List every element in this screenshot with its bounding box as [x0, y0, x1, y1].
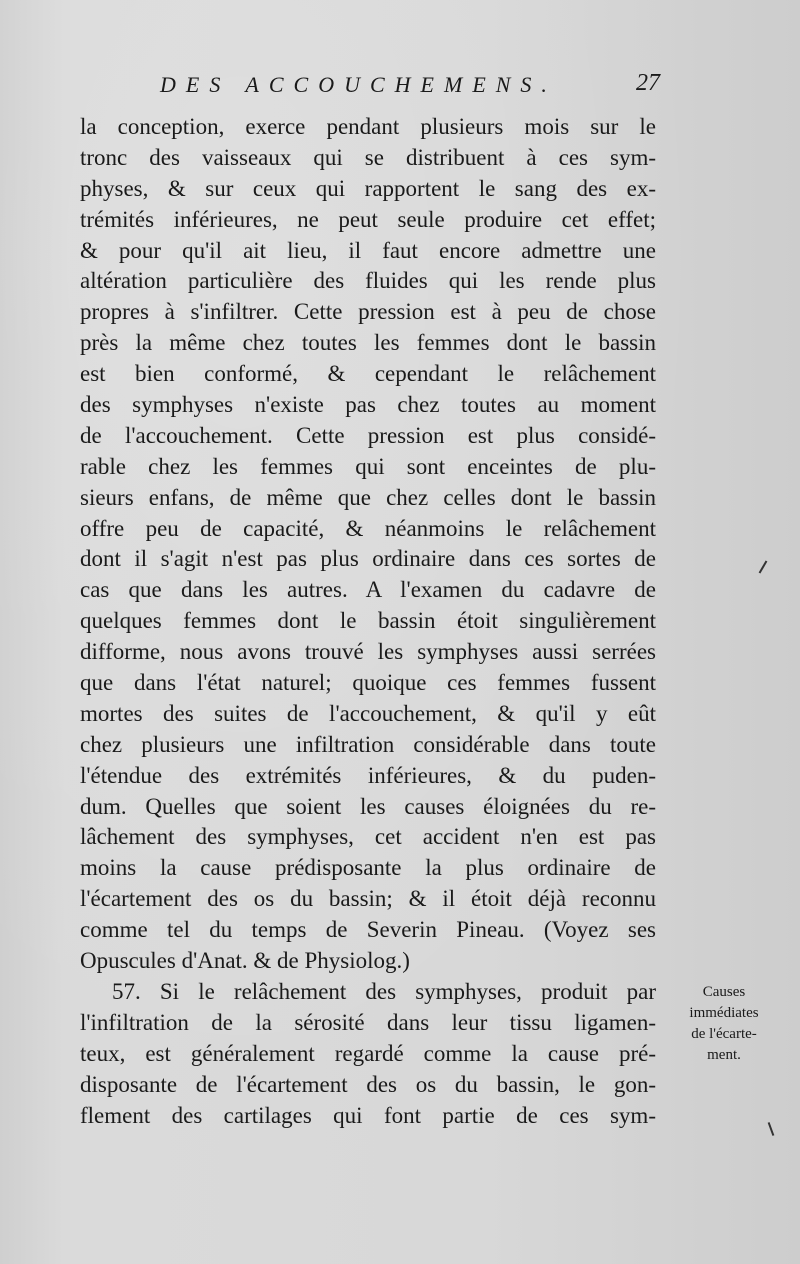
text-line: rable chez les femmes qui sont enceintes de plu- [80, 453, 656, 479]
paper-speck [768, 1122, 775, 1136]
text-line: teux, est généralement regardé comme la cause pré- [80, 1040, 656, 1066]
margin-note [664, 982, 784, 1066]
page-header [160, 72, 660, 108]
paper-speck [759, 560, 768, 573]
margin-note-line: Causes [702, 984, 746, 1000]
text-line: trémités inférieures, ne peut seule produire cet effet; [80, 206, 656, 232]
text-line: dum. Quelles que soient les causes éloignées du re- [80, 793, 656, 819]
text-line: quelques femmes dont le bassin étoit singulièrement [80, 608, 656, 634]
text-line: près la même chez toutes les femmes dont le bassin [80, 330, 656, 356]
text-line: l'écartement des os du bassin; & il étoit déjà reconnu [80, 886, 656, 912]
text-line: chez plusieurs une infiltration considérable dans toute [80, 731, 656, 757]
margin-note-line: immédiates [689, 1005, 759, 1021]
text-line: physes, & sur ceux qui rapportent le sang des ex- [80, 175, 656, 201]
text-line: 57. Si le relâchement des symphyses, produit par [112, 978, 656, 1004]
text-line: moins la cause prédisposante la plus ordinaire de [80, 855, 656, 881]
text-line: Opuscules d'Anat. & de Physiolog.) [80, 948, 410, 974]
text-line: disposante de l'écartement des os du bassin, le gon- [80, 1071, 656, 1097]
text-line: propres à s'infiltrer. Cette pression est à peu de chose [80, 299, 656, 325]
margin-note-line: ment. [707, 1047, 741, 1063]
running-title: DES ACCOUCHEMENS. [160, 72, 557, 97]
text-line: difforme, nous avons trouvé les symphyses aussi serrées [80, 639, 656, 665]
text-line: l'étendue des extrémités inférieures, & du puden- [80, 762, 656, 788]
text-line: altération particulière des fluides qui les rende plus [80, 268, 656, 294]
text-line: de l'accouchement. Cette pression est plus considé- [80, 422, 656, 448]
text-line: comme tel du temps de Severin Pineau. (Voyez ses [80, 917, 656, 943]
text-line: lâchement des symphyses, cet accident n'en est pas [80, 824, 656, 850]
text-line: l'infiltration de la sérosité dans leur tissu ligamen- [80, 1009, 656, 1035]
text-line: cas que dans les autres. A l'examen du cadavre de [80, 577, 656, 603]
text-line: est bien conformé, & cependant le relâchement [80, 361, 656, 387]
text-line: mortes des suites de l'accouchement, & qu'il y eût [80, 700, 656, 726]
text-line: la conception, exerce pendant plusieurs mois sur le [80, 114, 656, 139]
text-line: tronc des vaisseaux qui se distribuent à ces sym- [80, 144, 656, 170]
text-line: des symphyses n'existe pas chez toutes au moment [80, 392, 656, 418]
text-line: offre peu de capacité, & néanmoins le relâchement [80, 515, 656, 541]
body-text [80, 112, 656, 1131]
text-line: & pour qu'il ait lieu, il faut encore admettre une [80, 237, 656, 263]
text-line: dont il s'agit n'est pas plus ordinaire dans ces sortes de [80, 546, 656, 572]
text-line: que dans l'état naturel; quoique ces femmes fussent [80, 670, 656, 696]
page-number: 27 [636, 70, 660, 96]
text-line: sieurs enfans, de même que chez celles dont le bassin [80, 484, 656, 510]
margin-note-line: de l'écarte- [691, 1026, 757, 1042]
text-line: flement des cartilages qui font partie de ces sym- [80, 1102, 656, 1128]
